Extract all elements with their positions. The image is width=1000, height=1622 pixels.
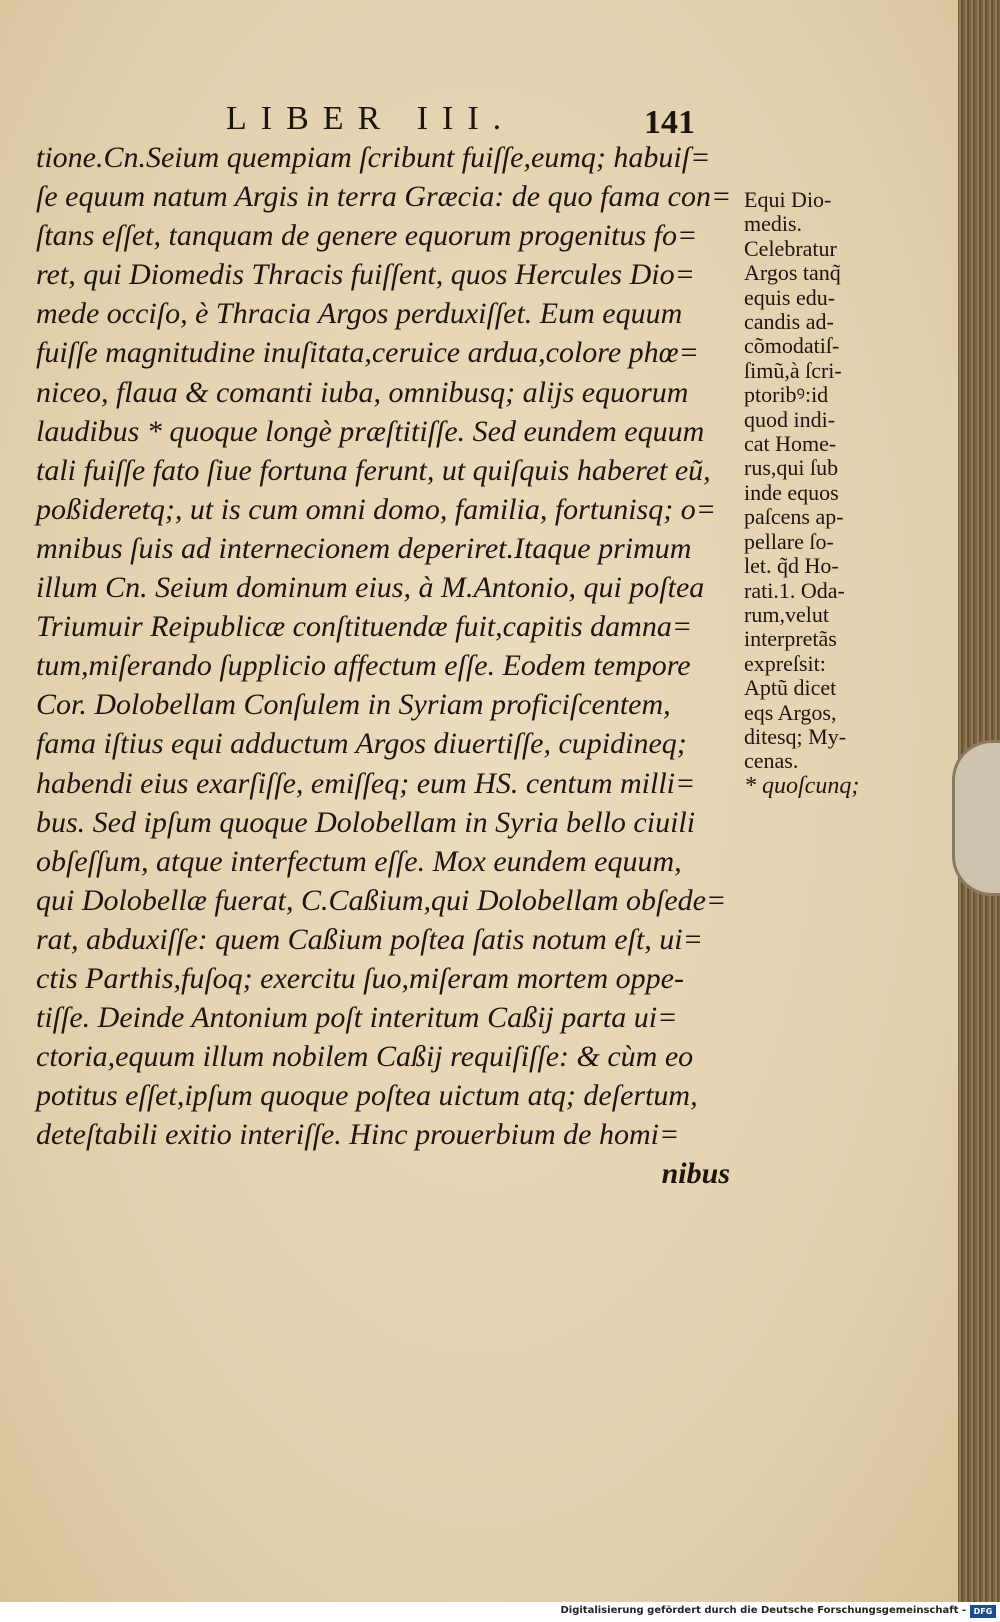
text-line: rat, abduxiſſe: quem Caßium poſtea ſatis notum eſt, ui= (36, 922, 703, 956)
margin-note-line: ſimũ,à ſcri- (744, 357, 842, 383)
text-line: ctoria,equum illum nobilem Caßij requiſiſſe: & cùm eo (36, 1040, 694, 1074)
margin-note-line: expreſsit: (744, 650, 826, 676)
text-line: fuiſſe magnitudine inuſitata,ceruice ardua,colore phœ= (36, 336, 699, 370)
text-line: mede occiſo, è Thracia Argos perduxiſſet. Eum equum (36, 297, 683, 331)
margin-note-line: eqs Argos, (744, 699, 837, 725)
text-line: tali fuiſſe fato ſiue fortuna ferunt, ut quiſquis haberet eũ, (36, 453, 711, 487)
margin-note-line: equis edu- (744, 284, 836, 310)
text-line: Triumuir Reipublicæ conſtituendæ fuit,capitis damna= (36, 610, 693, 644)
margin-notes (744, 188, 894, 798)
footer-credit: Digitalisierung gefördert durch die Deutsche Forschungsgemeinschaft - (560, 1605, 966, 1616)
text-line: tiſſe. Deinde Antonium poſt interitum Caßij parta ui= (36, 1001, 678, 1035)
text-line: ret, qui Diomedis Thracis fuiſſent, quos Hercules Dio= (36, 258, 695, 292)
text-line: ſtans eſſet, tanquam de genere equorum progenitus fo= (36, 219, 698, 253)
margin-note-line: rus,qui ſub (744, 455, 839, 481)
page-number: 141 (644, 104, 695, 141)
margin-note-line: inde equos (744, 479, 839, 505)
running-head: LIBER III. (226, 100, 516, 137)
margin-note-line: paſcens ap- (744, 504, 844, 530)
catchword: nibus (661, 1157, 730, 1191)
text-line: laudibus * quoque longè præſtitiſſe. Sed eundem equum (36, 414, 705, 448)
dfg-logo: DFG (970, 1605, 996, 1618)
margin-note-line: Argos tanq̃ (744, 260, 841, 286)
text-line: ctis Parthis,fuſoq; exercitu ſuo,miſeram mortem oppe- (36, 961, 684, 995)
margin-note-line: pellare ſo- (744, 528, 834, 554)
margin-note-line: Aptũ dicet (744, 675, 837, 701)
margin-note-line: rum,velut (744, 601, 829, 627)
margin-note-line: quod indi- (744, 406, 836, 432)
text-line: qui Dolobellæ fuerat, C.Caßium,qui Dolobellam obſede= (36, 883, 727, 917)
text-line: habendi eius exarſiſſe, emiſſeq; eum HS. centum milli= (36, 766, 696, 800)
margin-note-line: cat Home- (744, 431, 837, 457)
text-line: potitus eſſet,ipſum quoque poſtea uictum atq; deſertum, (36, 1079, 698, 1113)
text-line: bus. Sed ipſum quoque Dolobellam in Syria bello ciuili (36, 805, 696, 839)
margin-note-line: ditesq; My- (744, 723, 847, 749)
margin-footnote: * quoſcunq; (744, 772, 860, 799)
text-line: tione.Cn.Seium quempiam ſcribunt fuiſſe,eumq; habuiſ= (36, 141, 711, 174)
margin-note-line: interpretãs (744, 626, 837, 652)
margin-note-line: ptoribꝰ:id (744, 382, 829, 408)
margin-note-line: let. q̃d Ho- (744, 553, 839, 579)
text-line: Cor. Dolobellam Conſulem in Syriam proficiſcentem, (36, 688, 671, 722)
margin-note-line: cenas. (744, 748, 799, 774)
text-line: deteſtabili exitio interiſſe. Hinc prouerbium de homi= (36, 1118, 680, 1152)
margin-note-line: Celebratur (744, 235, 837, 261)
text-line: fama iſtius equi adductum Argos diuertiſſe, cupidineq; (36, 727, 687, 761)
text-line: mnibus ſuis ad internecionem deperiret.Itaque primum (36, 531, 692, 565)
text-line: illum Cn. Seium dominum eius, à M.Antonio, qui poſtea (36, 571, 705, 605)
margin-note-line: candis ad- (744, 309, 834, 335)
margin-note-line: rati.1. Oda- (744, 577, 845, 603)
text-line: niceo, flaua & comanti iuba, omnibusq; alijs equorum (36, 375, 689, 409)
digitization-footer (0, 1602, 1000, 1622)
margin-note-line: cõmodatiſ- (744, 333, 840, 359)
margin-note-line: medis. (744, 211, 803, 237)
margin-note-line: Equi Dio- (744, 187, 832, 212)
main-text-block (36, 138, 742, 1194)
book-clasp (952, 740, 1000, 896)
text-line: tum,miſerando ſupplicio affectum eſſe. Eodem tempore (36, 649, 691, 683)
text-line: poßideretq;, ut is cum omni domo, familia, fortunisq; o= (36, 492, 716, 526)
text-line: obſeſſum, atque interfectum eſſe. Mox eundem equum, (36, 844, 682, 878)
text-line: ſe equum natum Argis in terra Græcia: de quo fama con= (36, 180, 732, 214)
